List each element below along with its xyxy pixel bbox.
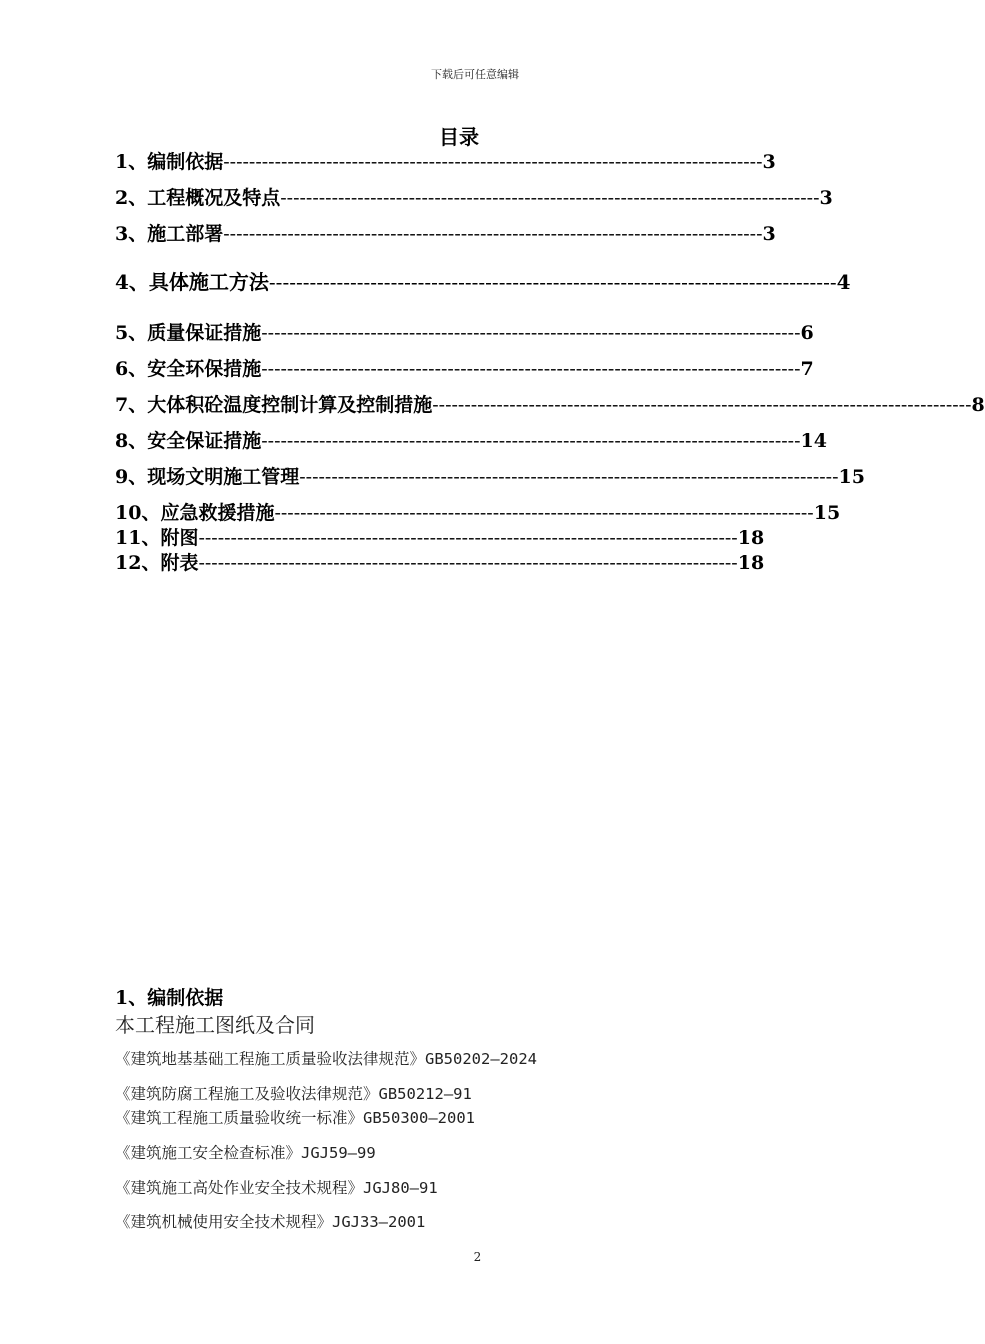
section-subtitle: 本工程施工图纸及合同 xyxy=(115,1013,315,1037)
toc-entry-label: 10、应急救援措施 xyxy=(115,502,275,524)
toc-entry-label: 8、安全保证措施 xyxy=(115,430,262,452)
toc-entry-leader: ------------------------------------------------------------------------------------ xyxy=(432,394,972,416)
toc-entry-label: 1、编制依据 xyxy=(115,151,224,173)
toc-title: 目录 xyxy=(439,125,479,149)
toc-entry-label: 12、附表 xyxy=(115,552,199,574)
toc-entry-page: 18 xyxy=(737,552,765,574)
toc-entry-label: 7、大体积砼温度控制计算及控制措施 xyxy=(115,394,433,416)
toc-entry-leader: ------------------------------------------------------------------------------------ xyxy=(198,552,738,574)
toc-entry[interactable] xyxy=(115,523,765,550)
toc-entry[interactable] xyxy=(115,147,776,174)
reference-item: 《建筑地基基础工程施工质量验收法律规范》GB50202—2024 xyxy=(115,1050,537,1068)
toc-entry[interactable] xyxy=(115,462,865,489)
toc-entry-leader: ------------------------------------------------------------------------------------ xyxy=(261,358,801,380)
toc-entry-page: 6 xyxy=(800,322,814,344)
toc-entry-leader: ------------------------------------------------------------------------------------ xyxy=(261,430,801,452)
toc-entry-page: 15 xyxy=(813,502,841,524)
toc-entry-label: 11、附图 xyxy=(115,527,199,549)
toc-entry-page: 4 xyxy=(836,270,851,294)
page-number: 2 xyxy=(473,1250,482,1264)
toc-entry-page: 3 xyxy=(819,187,833,209)
toc-entry[interactable] xyxy=(115,498,841,525)
toc-entry-leader: ------------------------------------------------------------------------------------ xyxy=(274,502,814,524)
toc-entry-page: 3 xyxy=(762,223,776,245)
toc-entry-label: 2、工程概况及特点 xyxy=(115,187,281,209)
toc-entry-page: 3 xyxy=(762,151,776,173)
reference-item: 《建筑防腐工程施工及验收法律规范》GB50212—91 xyxy=(115,1085,472,1103)
toc-entry[interactable] xyxy=(115,390,985,417)
toc-entry-page: 8 xyxy=(971,394,985,416)
toc-entry-label: 3、施工部署 xyxy=(115,223,224,245)
toc-entry-page: 18 xyxy=(737,527,765,549)
toc-entry-page: 7 xyxy=(800,358,814,380)
toc-entry-label: 6、安全环保措施 xyxy=(115,358,262,380)
toc-entry-leader: ------------------------------------------------------------------------------------ xyxy=(280,187,820,209)
toc-entry-label: 5、质量保证措施 xyxy=(115,322,262,344)
toc-entry-label: 9、现场文明施工管理 xyxy=(115,466,300,488)
toc-entry-leader: ------------------------------------------------------------------------------------ xyxy=(268,270,837,294)
toc-entry-label: 4、具体施工方法 xyxy=(115,270,269,294)
toc-entry-leader: ------------------------------------------------------------------------------------ xyxy=(198,527,738,549)
reference-item: 《建筑施工高处作业安全技术规程》JGJ80—91 xyxy=(115,1179,438,1197)
reference-item: 《建筑机械使用安全技术规程》JGJ33—2001 xyxy=(115,1213,426,1231)
reference-item: 《建筑施工安全检查标准》JGJ59—99 xyxy=(115,1144,376,1162)
toc-entry-leader: ------------------------------------------------------------------------------------ xyxy=(299,466,839,488)
toc-entry[interactable] xyxy=(115,426,827,453)
toc-entry-leader: ------------------------------------------------------------------------------------ xyxy=(223,223,763,245)
toc-entry[interactable] xyxy=(115,548,765,575)
section-heading: 1、编制依据 xyxy=(115,987,224,1009)
reference-item: 《建筑工程施工质量验收统一标准》GB50300—2001 xyxy=(115,1109,475,1127)
toc-entry[interactable] xyxy=(115,219,776,246)
toc-entry-leader: ------------------------------------------------------------------------------------ xyxy=(261,322,801,344)
toc-entry-page: 15 xyxy=(838,466,865,488)
toc-entry[interactable] xyxy=(115,318,814,345)
toc-entry[interactable] xyxy=(115,183,833,210)
toc-entry[interactable] xyxy=(115,266,851,295)
page-header: 下载后可任意编辑 xyxy=(431,68,519,81)
toc-entry-leader: ------------------------------------------------------------------------------------ xyxy=(223,151,763,173)
toc-entry[interactable] xyxy=(115,354,814,381)
toc-entry-page: 14 xyxy=(800,430,827,452)
